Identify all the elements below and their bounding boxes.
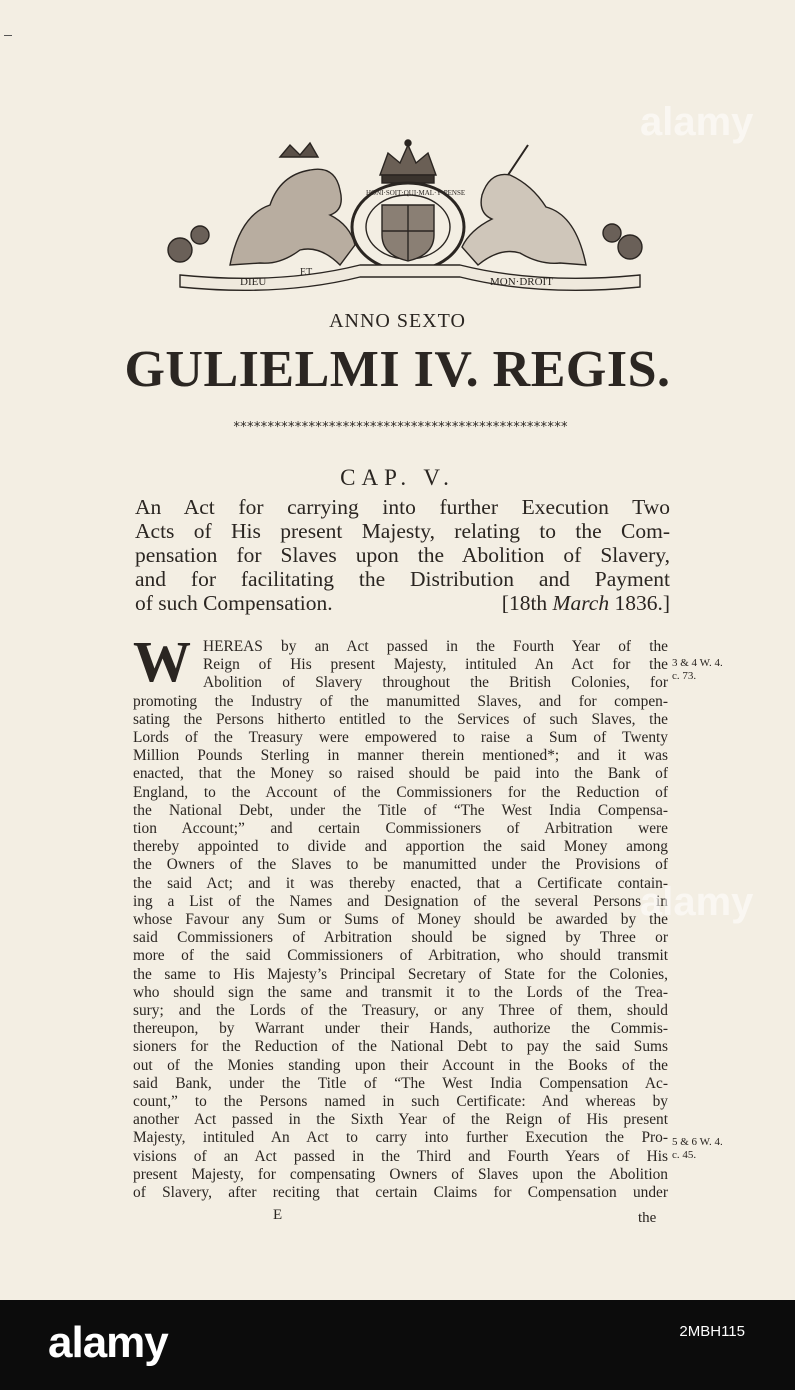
act-title bbox=[135, 495, 670, 615]
body-line: present Majesty, for compensating Owners of Slaves upon the Abolition bbox=[133, 1165, 668, 1183]
body-line: count,” to the Persons named in such Certificate: And whereas by bbox=[133, 1093, 668, 1111]
catchword: the bbox=[638, 1210, 657, 1226]
body-line: ing a List of the Names and Designation of the several Persons in bbox=[133, 892, 668, 910]
body-line: tion Account;” and certain Commissioners of Arbitration were bbox=[133, 820, 668, 838]
watermark: alamy bbox=[640, 880, 754, 924]
title-line: of such Compensation. bbox=[135, 591, 333, 615]
act-body bbox=[133, 638, 668, 1202]
body-line: Majesty, intituled An Act to carry into further Execution the Pro- bbox=[133, 1129, 668, 1147]
body-line: sioners for the Reduction of the National Debt to pay the said Sums bbox=[133, 1038, 668, 1056]
body-line: sating the Persons hitherto entitled to the Services of such Slaves, the bbox=[133, 710, 668, 728]
drop-cap: W bbox=[133, 629, 191, 694]
body-line: the Owners of the Slaves to be manumitted under the Provisions of bbox=[133, 856, 668, 874]
motto-mid: ET bbox=[300, 267, 313, 278]
stock-image-id: 2MBH115 bbox=[679, 1323, 745, 1340]
body-line: promoting the Industry of the manumitted Slaves, and for compen- bbox=[133, 692, 668, 710]
edge-mark bbox=[4, 35, 12, 36]
assent-date: [18th March 1836.] bbox=[501, 591, 670, 615]
alamy-logo: alamy bbox=[48, 1318, 168, 1367]
chapter-heading: CAP. V. bbox=[340, 465, 455, 490]
body-line: enacted, that the Money so raised should be paid into the Bank of bbox=[133, 765, 668, 783]
body-line: said Commissioners of Arbitration should be signed by Three or bbox=[133, 929, 668, 947]
body-line: England, to the Account of the Commissioners for the Reduction of bbox=[133, 783, 668, 801]
body-line: the National Debt, under the Title of “The West India Compensa- bbox=[133, 801, 668, 819]
royal-coat-of-arms-icon bbox=[160, 135, 656, 295]
title-line: Acts of His present Majesty, relating to the Com- bbox=[135, 519, 670, 543]
body-line: more of the said Commissioners of Arbitration, who should transmit bbox=[133, 947, 668, 965]
body-line: HEREAS by an Act passed in the Fourth Year of the bbox=[203, 638, 668, 655]
margin-citation: 5 & 6 W. 4. c. 45. bbox=[672, 1136, 723, 1161]
body-line: sury; and the Lords of the Treasury, or any Three of them, should bbox=[133, 1002, 668, 1020]
body-line: out of the Monies standing upon their Account in the Books of the bbox=[133, 1056, 668, 1074]
motto-left: DIEU bbox=[240, 276, 267, 288]
garter-motto: HONI·SOIT·QUI·MAL·Y·PENSE bbox=[366, 189, 466, 197]
body-line: another Act passed in the Sixth Year of the Reign of His present bbox=[133, 1111, 668, 1129]
anno-heading: ANNO SEXTO bbox=[329, 310, 466, 332]
body-line: Lords of the Treasury were empowered to raise a Sum of Twenty bbox=[133, 729, 668, 747]
margin-citation: 3 & 4 W. 4. c. 73. bbox=[672, 657, 723, 682]
body-line: thereby appointed to divide and apportion the said Money among bbox=[133, 838, 668, 856]
body-line: the said Act; and it was thereby enacted, that a Certificate contain- bbox=[133, 874, 668, 892]
body-line: Abolition of Slavery throughout the British Colonies, for bbox=[203, 674, 668, 692]
watermark: alamy bbox=[640, 100, 754, 144]
body-line: whose Favour any Sum or Sums of Money should be awarded by the bbox=[133, 911, 668, 929]
body-line: Reign of His present Majesty, intituled An Act for the bbox=[203, 656, 668, 674]
reign-title: GULIELMI IV. REGIS. bbox=[124, 341, 671, 398]
body-line: of Slavery, after reciting that certain Claims for Compensation under bbox=[133, 1184, 668, 1202]
body-line: the same to His Majesty’s Principal Secretary of State for the Colonies, bbox=[133, 965, 668, 983]
title-line: An Act for carrying into further Execution Two bbox=[135, 495, 670, 519]
body-line: who should sign the same and transmit it to the Lords of the Trea- bbox=[133, 983, 668, 1001]
body-line: thereupon, by Warrant under their Hands, authorize the Commis- bbox=[133, 1020, 668, 1038]
title-line: pensation for Slaves upon the Abolition of Slavery, bbox=[135, 543, 670, 567]
motto-right: MON·DROIT bbox=[490, 276, 553, 288]
star-separator: ************************************************* bbox=[232, 420, 568, 435]
body-line: said Bank, under the Title of “The West India Compensation Ac- bbox=[133, 1074, 668, 1092]
title-last-line bbox=[135, 591, 670, 615]
title-line: and for facilitating the Distribution and Payment bbox=[135, 567, 670, 591]
body-line: visions of an Act passed in the Third and Fourth Years of His bbox=[133, 1147, 668, 1165]
signature-mark: E bbox=[273, 1207, 283, 1223]
body-line: Million Pounds Sterling in manner therein mentioned*; and it was bbox=[133, 747, 668, 765]
